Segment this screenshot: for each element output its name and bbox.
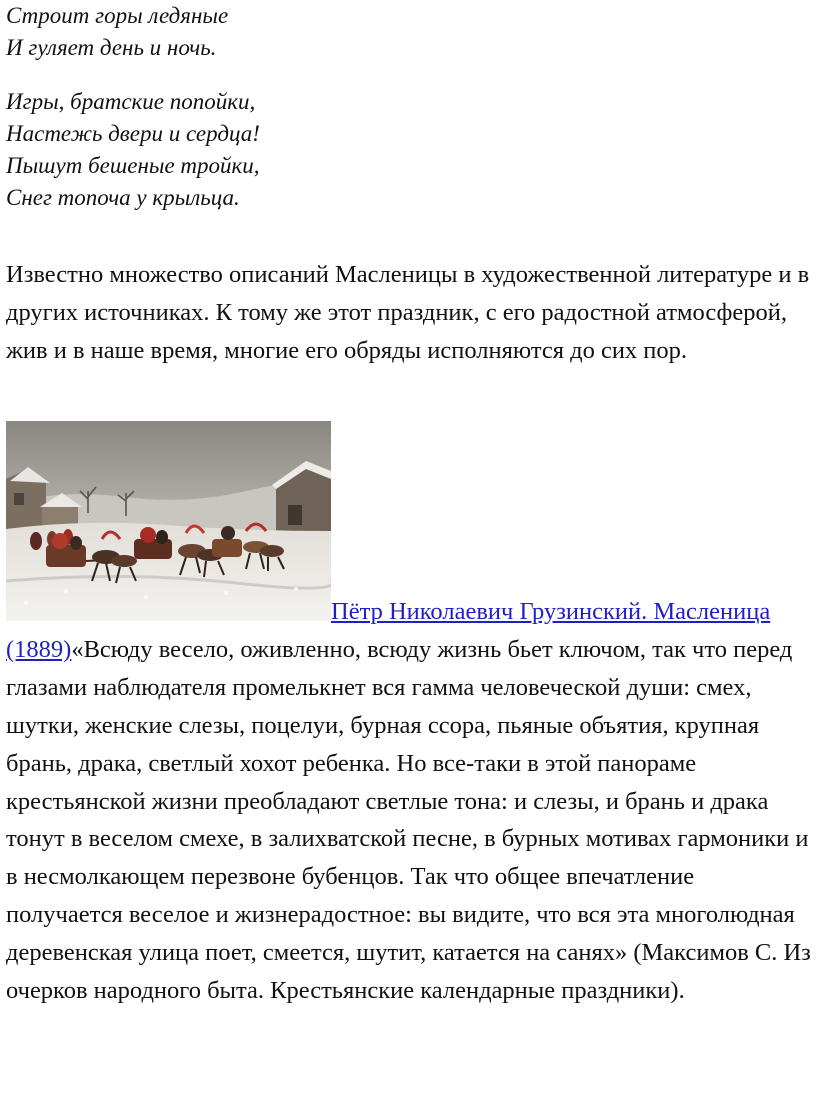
painting-caption-link[interactable]: Пётр Николаевич Грузинский. Масленица (1889) xyxy=(6,598,771,663)
poem-line: Снег топоча у крыльца. xyxy=(6,185,240,210)
poem-line: И гуляет день и ночь. xyxy=(6,35,217,60)
body-paragraph-2 xyxy=(6,593,815,1010)
body-paragraph-1: Известно множество описаний Масленицы в художественной литературе и в других источниках. К тому же этот праздник, с его радостной атмосферой, жив и в наше время, многие его обряды исполняются до сих пор. xyxy=(6,261,810,364)
poem-line: Игры, братские попойки, xyxy=(6,89,256,114)
poem-line: Пышут бешеные тройки, xyxy=(6,153,260,178)
quote-text: «Всюду весело, оживленно, всюду жизнь бьет ключом, так что перед глазами наблюдателя промелькнет вся гамма человеческой души: смех, шутки, женские слезы, поцелуи, бурная ссора, пьяные объятия, крупная брань, драка, светлый хохот ребенка. Но все-таки в этой панораме крестьянской жизни преобладают светлые тона: и слезы, и брань и драка тонут в веселом смехе, в залихватской песне, в бурных мотивах гармоники и в несмолкающем перезвоне бубенцов. Так что общее впечатление получается веселое и жизнерадостное: вы видите, что вся эта многолюдная деревенская улица поет, смеется, шутит, катается на санях» (Максимов С. Из очерков народного быта. Крестьянские календарные праздники). xyxy=(6,635,811,1005)
painting-image xyxy=(6,421,331,621)
poem-line: Строит горы ледяные xyxy=(6,3,229,28)
poem-stanza-2 xyxy=(6,86,260,214)
poem-line: Настежь двери и сердца! xyxy=(6,121,260,146)
poem-stanza-1 xyxy=(6,0,228,64)
